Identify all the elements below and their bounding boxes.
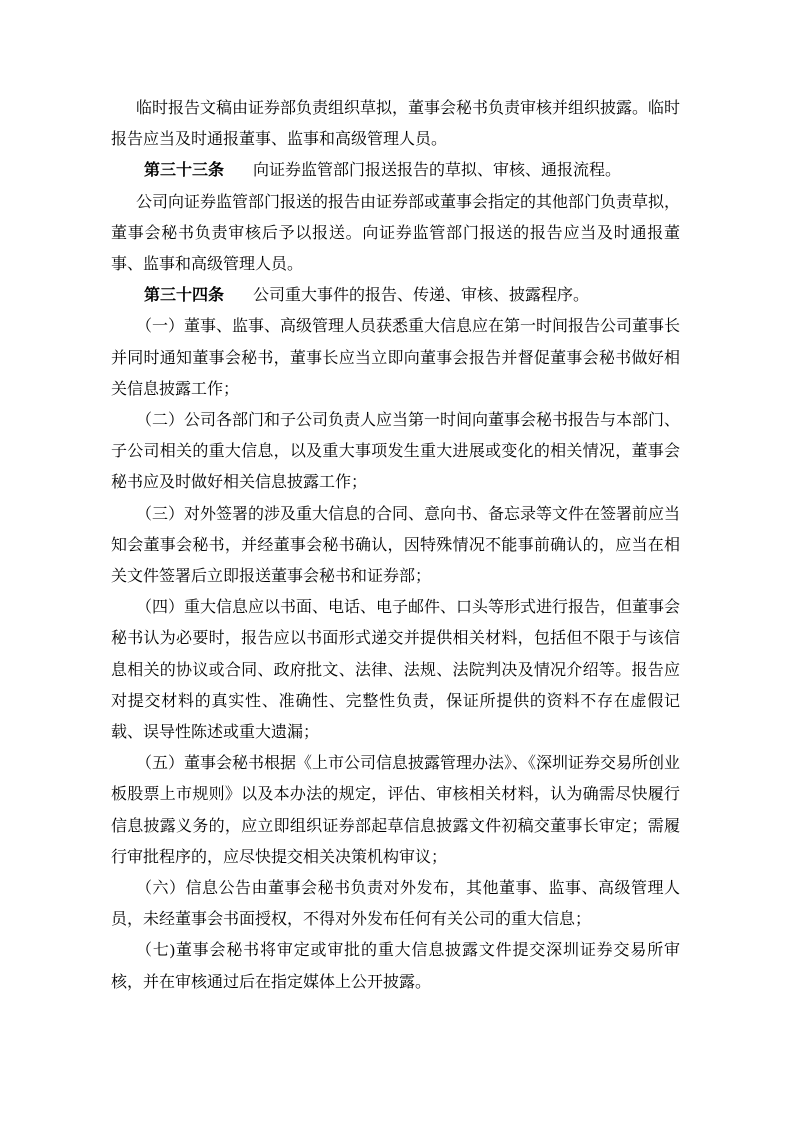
- article-heading-33: [111, 155, 680, 186]
- document-body: [111, 93, 680, 998]
- article-number: 第三十三条: [144, 162, 225, 180]
- list-item-3: （三）对外签署的涉及重大信息的合同、意向书、备忘录等文件在签署前应当知会董事会秘书，并经董事会秘书确认，因特殊情况不能事前确认的，应当在相关文件签署后立即报送董事会秘书和证券部；: [111, 505, 681, 586]
- list-item-2: （二）公司各部门和子公司负责人应当第一时间向董事会秘书报告与本部门、子公司相关的重大信息，以及重大事项发生重大进展或变化的相关情况，董事会秘书应及时做好相关信息披露工作；: [111, 412, 681, 492]
- list-item-6: （六）信息公告由董事会秘书负责对外发布，其他董事、监事、高级管理人员，未经董事会书面授权，不得对外发布任何有关公司的重大信息；: [111, 880, 680, 929]
- article-number: 第三十四条: [144, 287, 225, 305]
- article-title: 公司重大事件的报告、传递、审核、披露程序。: [253, 287, 590, 305]
- list-item-7: （七)董事会秘书将审定或审批的重大信息披露文件提交深圳证券交易所审核，并在审核通过后在指定媒体上公开披露。: [111, 942, 680, 991]
- list-item-4: （四）重大信息应以书面、电话、电子邮件、口头等形式进行报告，但董事会秘书认为必要时，报告应以书面形式递交并提供相关材料，包括但不限于与该信息相关的协议或合同、政府批文、法律、法规、法院判决及情况介绍等。报告应对提交材料的真实性、准确性、完整性负责，保证所提供的资料不存在虚假记载、误导性陈述或重大遗漏；: [111, 599, 681, 742]
- list-item-1: （一）董事、监事、高级管理人员获悉重大信息应在第一时间报告公司董事长并同时通知董事会秘书，董事长应当立即向董事会报告并督促董事会秘书做好相关信息披露工作；: [111, 318, 681, 398]
- list-item-5: （五）董事会秘书根据《上市公司信息披露管理办法》、《深圳证券交易所创业板股票上市规则》以及本办法的规定，评估、审核相关材料，认为确需尽快履行信息披露义务的，应立即组织证券部起草信息披露文件初稿交董事长审定；需履行审批程序的，应尽快提交相关决策机构审议；: [111, 755, 681, 866]
- article-title: 向证券监管部门报送报告的草拟、审核、通报流程。: [253, 162, 622, 180]
- paragraph-regulator-report: 公司向证券监管部门报送的报告由证券部或董事会指定的其他部门负责草拟，董事会秘书负责审核后予以报送。向证券监管部门报送的报告应当及时通报董事、监事和高级管理人员。: [111, 193, 681, 274]
- paragraph-interim-report: 临时报告文稿由证券部负责组织草拟，董事会秘书负责审核并组织披露。临时报告应当及时通报董事、监事和高级管理人员。: [111, 100, 681, 149]
- article-heading-34: [111, 280, 680, 311]
